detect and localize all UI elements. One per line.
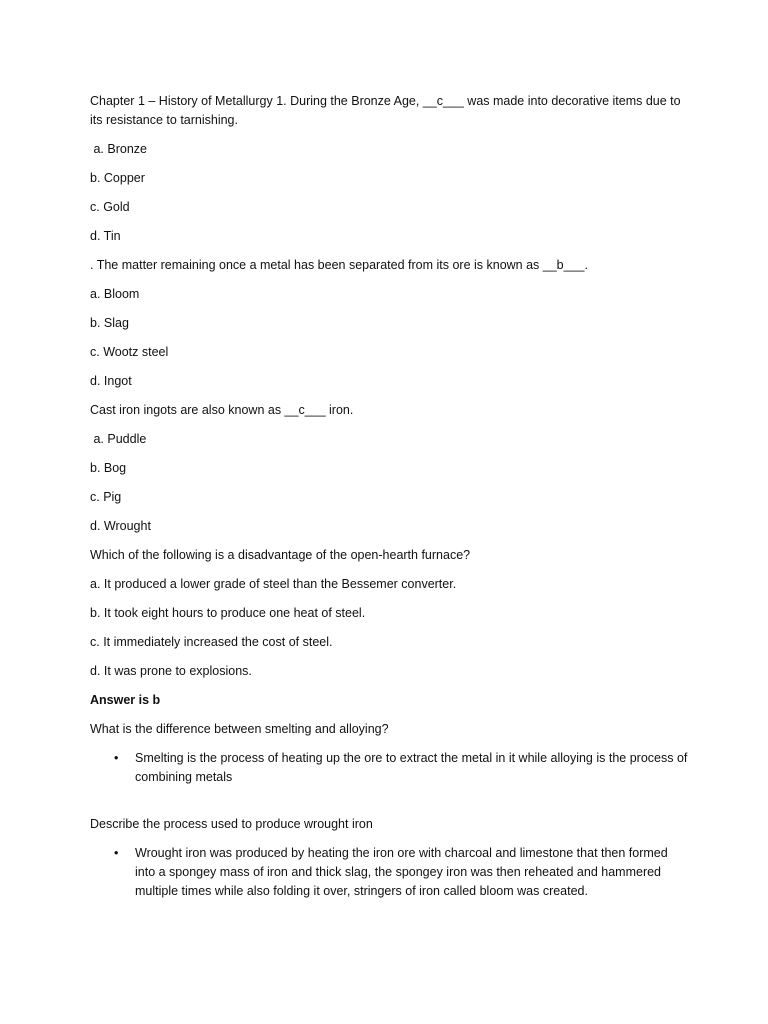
question-5: What is the difference between smelting and alloying? [90,722,389,736]
question-6-bullet-list [90,844,690,901]
question-5-answer-text: Smelting is the process of heating up the ore to extract the metal in it while alloying is the process of combining metals [135,751,688,784]
question-2-option-c: c. Wootz steel [90,345,169,359]
question-3-option-d: d. Wrought [90,519,151,533]
question-4: Which of the following is a disadvantage of the open-hearth furnace? [90,548,471,562]
question-3-option-c: c. Pig [90,490,122,504]
question-1-option-c: c. Gold [90,200,130,214]
question-2-option-b: b. Slag [90,316,129,330]
question-4-option-c: c. It immediately increased the cost of steel. [90,635,333,649]
question-4-option-a: a. It produced a lower grade of steel than the Bessemer converter. [90,577,457,591]
question-3-option-b: b. Bog [90,461,127,475]
spacer [90,797,690,815]
question-4-option-d: d. It was prone to explosions. [90,664,252,678]
question-6: Describe the process used to produce wrought iron [90,817,373,831]
question-4-answer: Answer is b [90,693,161,707]
question-2-option-a: a. Bloom [90,287,140,301]
question-6-answer-text: Wrought iron was produced by heating the iron ore with charcoal and limestone that then formed into a spongey mass of iron and thick slag, the spongey iron was then reheated and hammered multiple times while also folding it over, stringers of iron called bloom was created. [135,846,668,898]
question-3-option-a: a. Puddle [90,432,147,446]
question-5-bullet-list [90,749,690,787]
question-2-option-d: d. Ingot [90,374,132,388]
document-body [90,92,690,911]
question-1-option-d: d. Tin [90,229,121,243]
bullet-icon: • [114,846,119,860]
question-5-bullet-item [90,749,690,787]
bullet-icon: • [114,751,119,765]
question-3: Cast iron ingots are also known as __c___ iron. [90,403,354,417]
question-1-option-a: a. Bronze [90,142,147,156]
question-2: . The matter remaining once a metal has been separated from its ore is known as __b___. [90,258,588,272]
question-1: Chapter 1 – History of Metallurgy 1. During the Bronze Age, __c___ was made into decorative items due to its resistance to tarnishing. [90,94,685,127]
question-6-bullet-item [90,844,690,901]
question-1-option-b: b. Copper [90,171,145,185]
question-4-option-b: b. It took eight hours to produce one heat of steel. [90,606,366,620]
